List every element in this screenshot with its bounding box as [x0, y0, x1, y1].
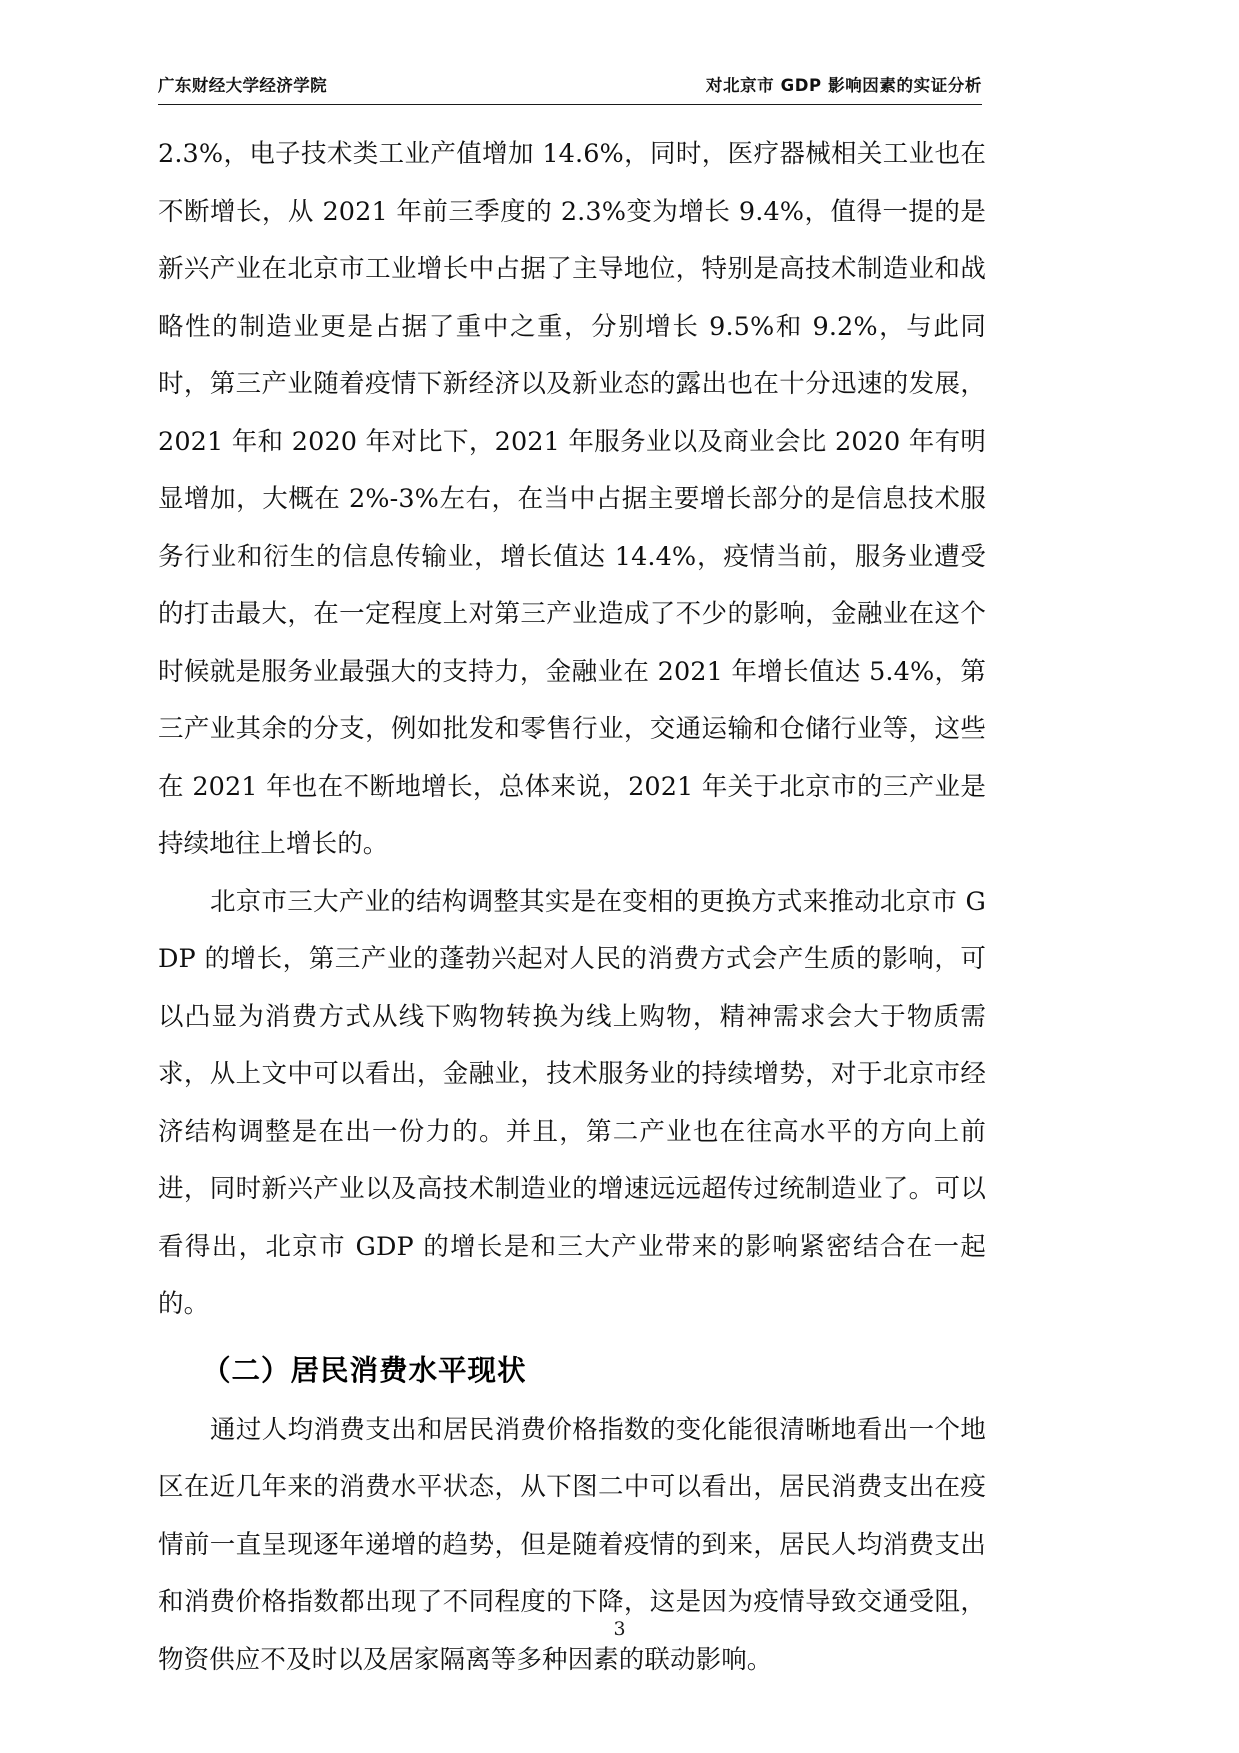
- body-paragraph-3: 通过人均消费支出和居民消费价格指数的变化能很清晰地看出一个地区在近几年来的消费水平状态，从下图二中可以看出，居民消费支出在疫情前一直呈现逐年递增的趋势，但是随着疫情的到来，居民人均消费支出和消费价格指数都出现了不同程度的下降，这是因为疫情导致交通受阻，物资供应不及时以及居家隔离等多种因素的联动影响。: [158, 1414, 986, 1675]
- body-paragraph-1: 2.3%，电子技术类工业产值增加 14.6%，同时，医疗器械相关工业也在不断增长，从 2021 年前三季度的 2.3%变为增长 9.4%，值得一提的是新兴产业在北京市工业增长中占据了主导地位，特别是高技术制造业和战略性的制造业更是占据了重中之重，分别增长 9.5%和 9.2%，与此同时，第三产业随着疫情下新经济以及新业态的露出也在十分迅速的发展，2021 年和 2020 年对比下，2021 年服务业以及商业会比 2020 年有明显增加，大概在 2%-3%左右，在当中占据主要增长部分的是信息技术服务行业和衍生的信息传输业，增长值达 14.4%，疫情当前，服务业遭受的打击最大，在一定程度上对第三产业造成了不少的影响，金融业在这个时候就是服务业最强大的支持力，金融业在 2021 年增长值达 5.4%，第三产业其余的分支，例如批发和零售行业，交通运输和仓储行业等，这些在 2021 年也在不断地增长，总体来说，2021 年关于北京市的三产业是持续地往上增长的。: [158, 139, 986, 859]
- figure-placeholder-area: [158, 1689, 986, 1753]
- page-number: 3: [613, 1618, 626, 1640]
- header-divider: [158, 104, 982, 105]
- header-paper-title: 对北京市 GDP 影响因素的实证分析: [705, 76, 982, 95]
- header-institution: 广东财经大学经济学院: [158, 76, 327, 95]
- section-heading-consumption-status: （二）居民消费水平现状: [202, 1353, 527, 1387]
- body-paragraph-2: 北京市三大产业的结构调整其实是在变相的更换方式来推动北京市 GDP 的增长，第三产业的蓬勃兴起对人民的消费方式会产生质的影响，可以凸显为消费方式从线下购物转换为线上购物，精神需求会大于物质需求，从上文中可以看出，金融业，技术服务业的持续增势，对于北京市经济结构调整是在出一份力的。并且，第二产业也在往高水平的方向上前进，同时新兴产业以及高技术制造业的增速远远超传过统制造业了。可以看得出，北京市 GDP 的增长是和三大产业带来的影响紧密结合在一起的。: [158, 886, 986, 1319]
- document-body: [158, 126, 986, 1753]
- running-header: [158, 72, 982, 96]
